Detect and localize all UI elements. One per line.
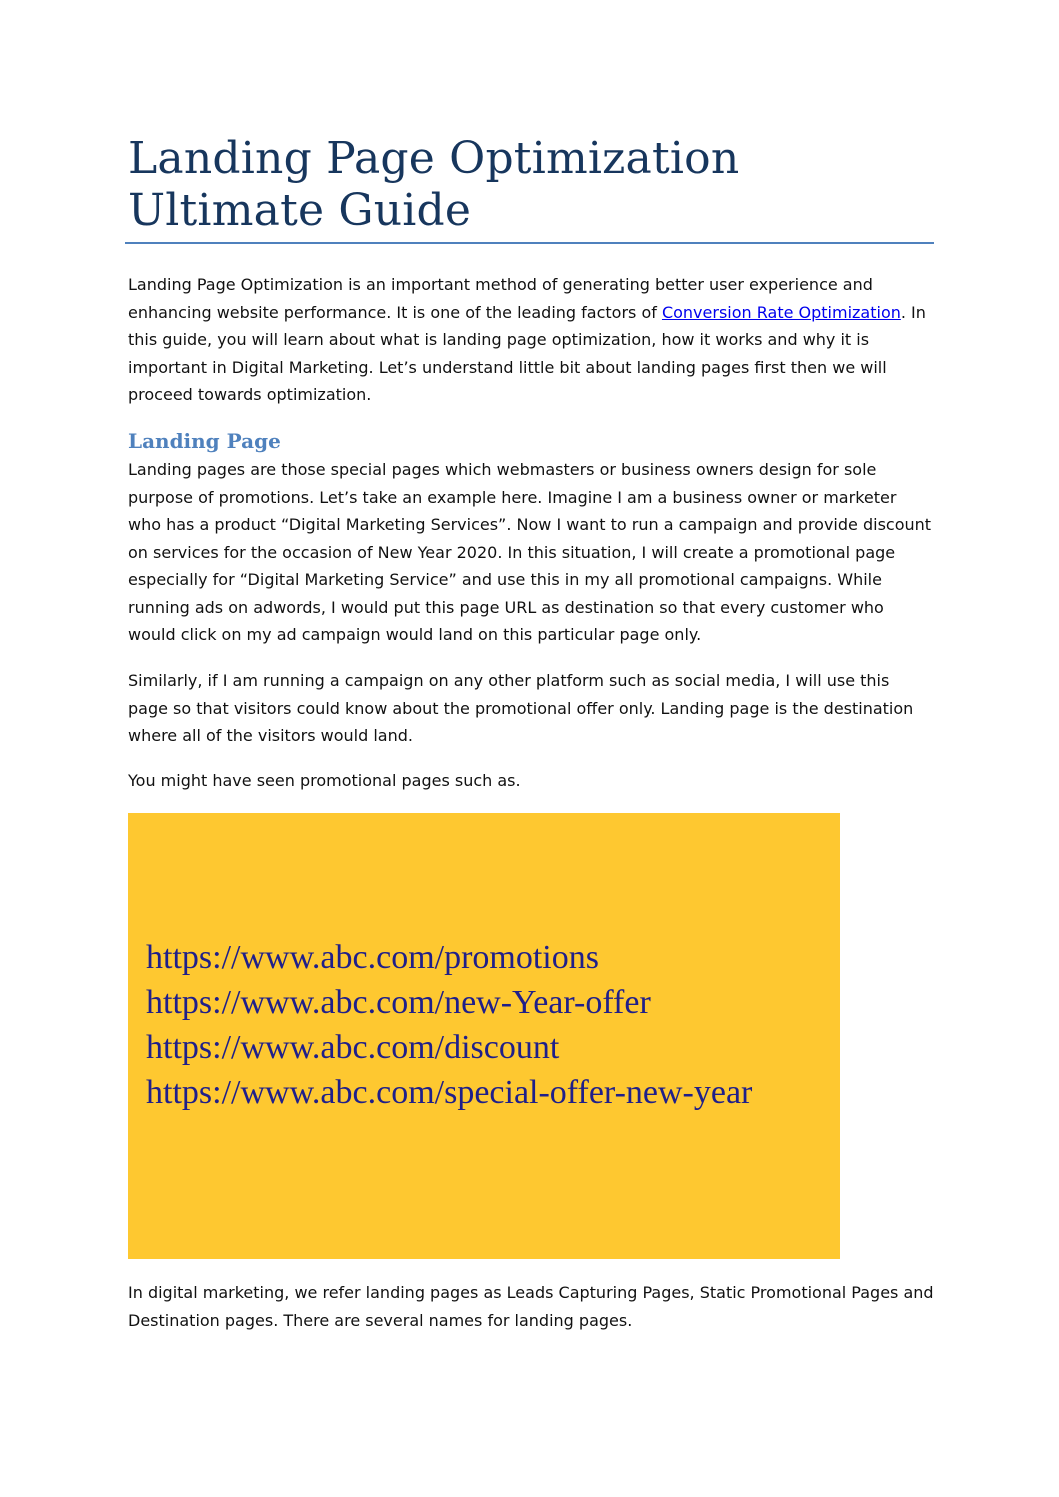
url-item: https://www.abc.com/new-Year-offer xyxy=(146,984,651,1021)
section-heading-landing-page: Landing Page xyxy=(128,429,281,453)
intro-text-before-link: Landing Page Optimization is an important method of generating better user experience and enhancing website performance. It is one of the leading factors of xyxy=(128,275,873,322)
intro-paragraph xyxy=(128,271,934,409)
url-item: https://www.abc.com/discount xyxy=(146,1029,560,1066)
title-divider xyxy=(125,242,934,244)
landing-page-paragraph: Landing pages are those special pages which webmasters or business owners design for sole purpose of promotions. Let’s take an example here. Imagine I am a business owner or marketer who has a product “Digital Marketing Services”. Now I want to run a campaign and provide discount on services for the occasion of New Year 2020. In this situation, I will create a promotional page especially for “Digital Marketing Service” and use this in my all promotional campaigns. While running ads on adwords, I would put this page URL as destination so that every customer who would click on my ad campaign would land on this particular page only. xyxy=(128,460,932,644)
url-item: https://www.abc.com/promotions xyxy=(146,939,599,976)
digital-marketing-paragraph: In digital marketing, we refer landing pages as Leads Capturing Pages, Static Promotional Pages and Destination pages. There are several names for landing pages. xyxy=(128,1283,934,1330)
page-title: Landing Page Optimization Ultimate Guide xyxy=(128,133,740,236)
url-item: https://www.abc.com/special-offer-new-year xyxy=(146,1074,753,1111)
promotional-pages-paragraph: You might have seen promotional pages such as. xyxy=(128,771,521,790)
promotional-urls-figure xyxy=(128,813,840,1259)
similarly-paragraph: Similarly, if I am running a campaign on any other platform such as social media, I will use this page so that visitors could know about the promotional offer only. Landing page is the destination where all of the visitors would land. xyxy=(128,671,914,745)
conversion-rate-optimization-link[interactable]: Conversion Rate Optimization xyxy=(661,302,901,322)
intro-text-after-link: . In this guide, you will learn about what is landing page optimization, how it works and why it is important in Digital Marketing. Let’s understand little bit about landing pages first then we will proceed towards optimization. xyxy=(128,302,926,404)
url-list xyxy=(146,935,752,1115)
